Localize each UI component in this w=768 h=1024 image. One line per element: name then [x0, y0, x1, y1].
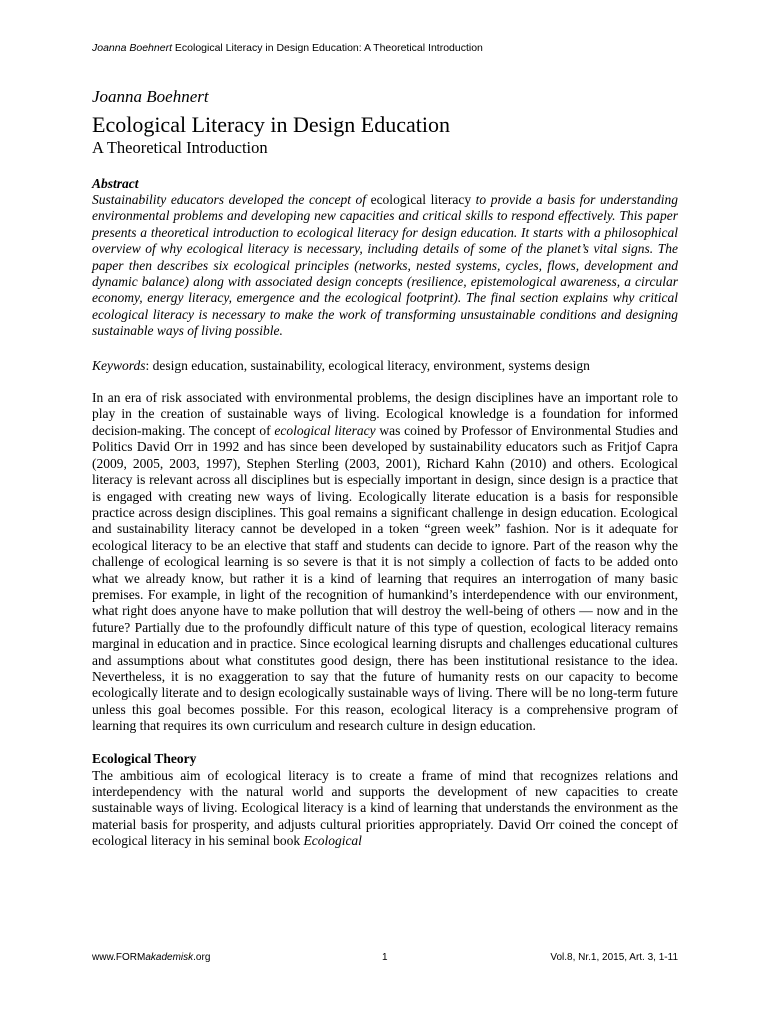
article-subtitle: A Theoretical Introduction: [92, 138, 268, 157]
running-header: [92, 42, 483, 54]
keywords: [92, 358, 678, 374]
body-paragraph-2-book-title: Ecological: [303, 833, 362, 849]
footer-website: [92, 952, 210, 963]
running-header-title: Ecological Literacy in Design Education: A Theoretical Introduction: [174, 42, 483, 54]
abstract-text-part1: Sustainability educators developed the concept of: [92, 192, 371, 207]
body-paragraph-2-part-a: The ambitious aim of ecological literacy is to create a frame of mind that recognizes relations and interdependency with the natural world and supports the development of new capacities to create sustainable ways of living. Ecological literacy is a kind of learning that understands the environment as the material basis for prosperity, and adjusts cultural priorities appropriately. David Orr coined the concept of ecological literacy in his seminal book: [92, 767, 678, 849]
footer-website-italic: akademisk: [145, 952, 194, 963]
running-header-author: Joanna Boehnert: [92, 42, 172, 54]
abstract-heading: Abstract: [92, 176, 139, 191]
body-paragraph-1-part-a: In an era of risk associated with environmental problems, the design disciplines have an important role to play in the creation of sustainable ways of living. Ecological knowledge is a foundation for informed decision-making. The concept of: [92, 390, 678, 438]
author-name: Joanna Boehnert: [92, 87, 209, 106]
footer-website-prefix: www.FORM: [92, 952, 146, 963]
footer-citation: Vol.8, Nr.1, 2015, Art. 3, 1-11: [550, 952, 678, 963]
footer-website-suffix: .org: [193, 952, 211, 963]
body-paragraph-1-part-b: was coined by Professor of Environmental Studies and Politics David Orr in 1992 and has since been developed by sustainability educators such as Fritjof Capra (2009, 2005, 2003, 1997), Stephen Sterling (2003, 2001), Richard Kahn (2010) and others. Ecological literacy is relevant across all disciplines but is especially important in design, since design is a practice that is engaged with creating new ways of living. Ecologically literate education is a basis for responsible practice across design disciplines. This goal remains a significant challenge in design education. Ecological and sustainability literacy cannot be developed in a token “green week” fashion. Nor is it adequate for ecological literacy to be an elective that staff and students can decide to ignore. Part of the reason why the challenge of ecological learning is so severe is that it is not simply a collection of facts to be added onto what we already know, but rather it is a kind of learning that requires an interrogation of many basic premises. For example, in light of the recognition of humankind’s interdependence with our environment, what right does anyone have to make pollution that will destroy the well-being of others — now and in the future? Partially due to the profoundly difficult nature of this type of question, ecological literacy remains marginal in education and in practice. Since ecological learning disrupts and challenges educational cultures and assumptions about what constitutes good design, there has been institutional resistance to the idea. Nevertheless, it is no exaggeration to say that the future of humanity rests on our capacity to become ecologically literate and to design ecologically sustainable ways of living. There will be no long-term future unless this goal becomes possible. For this reason, ecological literacy is a comprehensive program of learning that requires its own curriculum and research culture in design education.: [92, 422, 678, 734]
keywords-text: : design education, sustainability, ecological literacy, environment, systems design: [145, 357, 590, 373]
article-content: [92, 86, 678, 850]
page-number: 1: [382, 952, 388, 963]
abstract-term: ecological literacy: [370, 192, 472, 207]
body-paragraph-1: [92, 390, 678, 735]
section-heading-ecological-theory: Ecological Theory: [92, 750, 197, 766]
abstract-text: [92, 192, 678, 340]
body-paragraph-2: [92, 768, 678, 850]
keywords-label: Keywords: [92, 357, 146, 373]
abstract-text-part2: to provide a basis for understanding environmental problems and developing new capacities and critical skills to respond effectively. This paper presents a theoretical introduction to ecological literacy for design education. It starts with a philosophical overview of why ecological literacy is necessary, including details of some of the planet’s vital signs. The paper then describes six ecological principles (networks, nested systems, cycles, flows, development and dynamic balance) along with associated design concepts (resilience, epistemological awareness, a circular economy, energy literacy, emergence and the ecological footprint). The final section explains why critical ecological literacy is necessary to make the work of transforming unsustainable conditions and designing sustainable ways of living possible.: [92, 192, 678, 339]
article-title: Ecological Literacy in Design Education: [92, 112, 450, 137]
body-paragraph-1-term: ecological literacy: [274, 422, 376, 438]
